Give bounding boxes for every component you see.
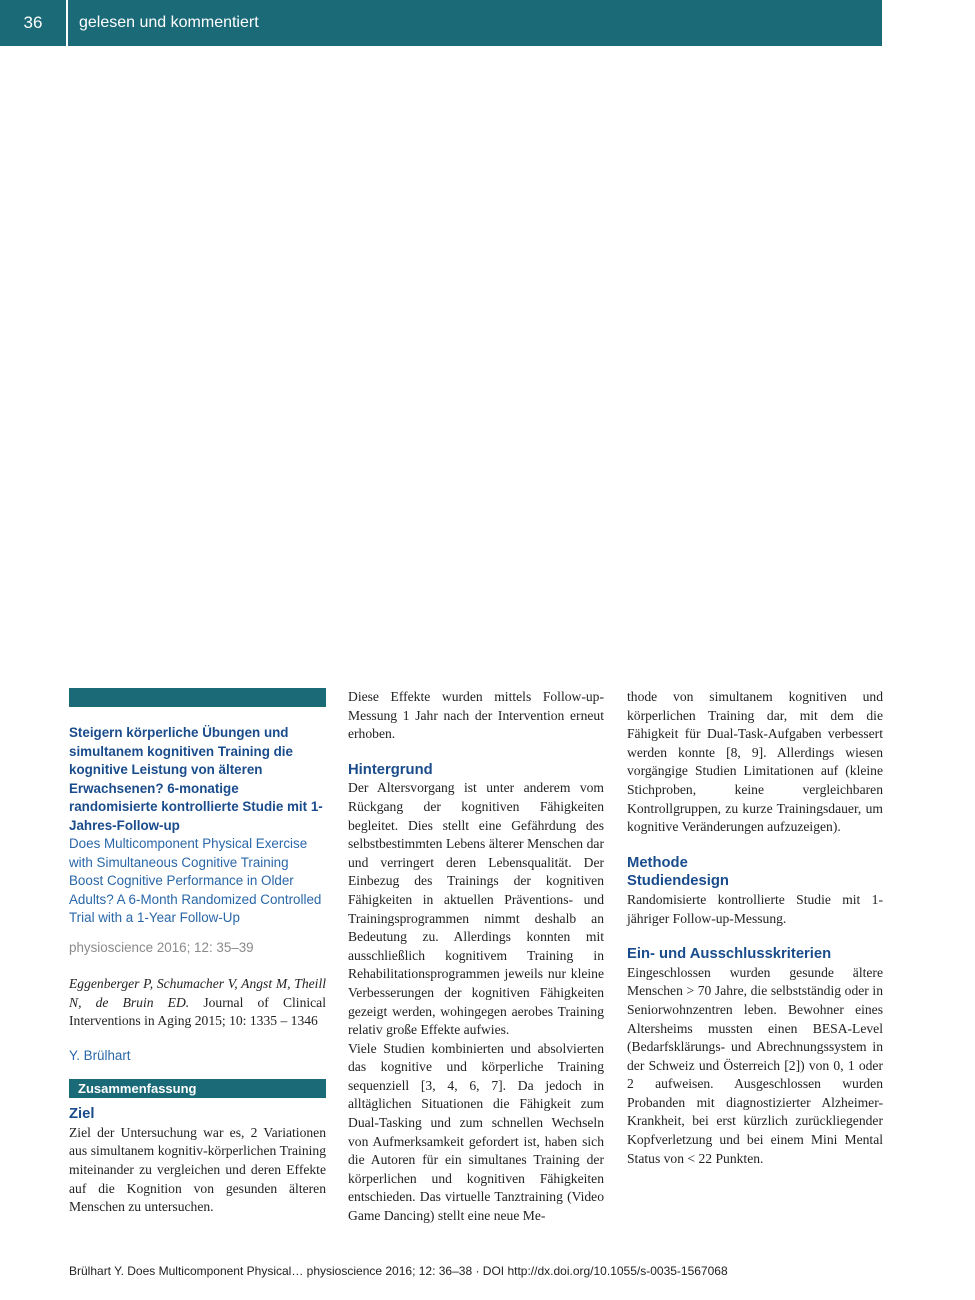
original-citation	[69, 975, 326, 1031]
hintergrund-paragraph-2: Viele Studien kombinierten und absolvierten das kognitive und körperliche Training sequenziell [3, 4, 6, 7]. Da jedoch in alltäglichen Situationen die Fähigkeit zum Dual-Tasking und zum schnellen Wechseln von Aufmerksamkeit gefordert ist, haben sich die Autoren für ein simultanes Training der körperlichen und kognitiven Fähigkeiten entschieden. Das virtuelle Tanztraining (Video Game Dancing) stellt eine neue Me-	[348, 1040, 604, 1224]
citation-authors: Eggenberger P, Schumacher V, Angst M, Theill N, de Bruin ED.	[69, 976, 326, 1010]
studiendesign-heading: Studiendesign	[627, 873, 729, 890]
citation-journal: Journal of Clinical Interventions in Aging 2015; 10: 1335 – 1346	[69, 994, 326, 1029]
hintergrund-paragraph-1: Der Altersvorgang ist unter anderem vom Rückgang der kognitiven Fähigkeiten begleitet. Dies stellt eine Gefährdung des selbstbestimmten Lebens älterer Menschen dar und verringert deren Lebensqualität. Der Einbezug des Trainings der kognitiven Fähigkeiten in aktuellen Präventions- und Trainingsprogrammen nimmt deshalb an Bedeutung zu. Allerdings konnten mit ausschließlich kognitivem Training in Rehabilitationsprogrammen jeweils nur kleine Verbesserungen der kognitiven Fähigkeiten gezeigt werden, wohingegen aerobes Training relativ große Effekte aufwies.	[348, 780, 604, 1038]
section-title: gelesen und kommentiert	[79, 14, 259, 31]
ziel-heading: Ziel	[69, 1106, 95, 1123]
continuation-text: thode von simultanem kognitiven und körperlichen Training dar, mit dem die Fähigkeit für Dual-Task-Aufgaben verbessert werden konnte [8, 9]. Allerdings wiesen vorgängige Studien Limitationen auf (kleine Stichproben, keine vergleichbaren Kontrollgruppen, zu kurze Trainingsdauer, um kognitive Veränderungen aufzuzeigen).	[627, 689, 883, 835]
english-title: Does Multicomponent Physical Exercise with Simultaneous Cognitive Training Boost Cognitive Performance in Older Adults? A 6-Month Randomized Controlled Trial with a 1-Year Follow-Up	[69, 836, 322, 925]
intro-text: Diese Effekte wurden mittels Follow-up-Messung 1 Jahr nach der Intervention erneut erhoben.	[348, 689, 604, 742]
body-column-2	[348, 688, 604, 1226]
kriterien-text: Eingeschlossen wurden gesunde ältere Menschen > 70 Jahre, die selbstständig oder in Seniorwohnzentren leben. Bewohner eines Altersheims mussten einen BESA-Level (Bedarfsklärungs- und Abrechnungssystem in der Schweiz und Österreich [2]) von 0, 1 oder 2 aufweisen. Ausgeschlossen wurden Probanden mit diagnostizierter Alzheimer-Krankheit, bei erst kürzlich zurückliegender Kopfverletzung und bei einem Mini Mental Status von < 22 Punkten.	[627, 964, 883, 1166]
page-header	[0, 0, 882, 46]
sidebar-column	[69, 688, 326, 1217]
reviewer-name: Y. Brülhart	[69, 1047, 131, 1063]
article-headline: Steigern körperliche Übungen und simultanem kognitiven Training die kognitive Leistung von älteren Erwachsenen? 6-monatige randomisierte kontrollierte Studie mit 1-Jahres-Follow-up	[69, 725, 323, 833]
header-divider	[66, 0, 68, 46]
methode-heading: Methode	[627, 854, 688, 871]
page-footer: Brülhart Y. Does Multicomponent Physical… physioscience 2016; 12: 36–38 · DOI http://dx.doi.org/10.1055/s-0035-1567068	[69, 1264, 728, 1278]
hintergrund-heading: Hintergrund	[348, 761, 433, 778]
summary-label-bar: Zusammenfassung	[69, 1079, 326, 1098]
page-number: 36	[23, 13, 43, 32]
source-reference: physioscience 2016; 12: 35–39	[69, 939, 254, 955]
body-column-3	[627, 688, 883, 1168]
sidebar-top-rule	[69, 688, 326, 707]
ziel-text: Ziel der Untersuchung war es, 2 Variationen aus simultanem kognitiv-körperlichen Training miteinander zu vergleichen und deren Effekte auf die Kognition von gesunden älteren Menschen zu untersuchen.	[69, 1124, 326, 1215]
kriterien-heading: Ein- und Ausschlusskriterien	[627, 946, 832, 963]
studiendesign-text: Randomisierte kontrollierte Studie mit 1-jähriger Follow-up-Messung.	[627, 891, 883, 926]
